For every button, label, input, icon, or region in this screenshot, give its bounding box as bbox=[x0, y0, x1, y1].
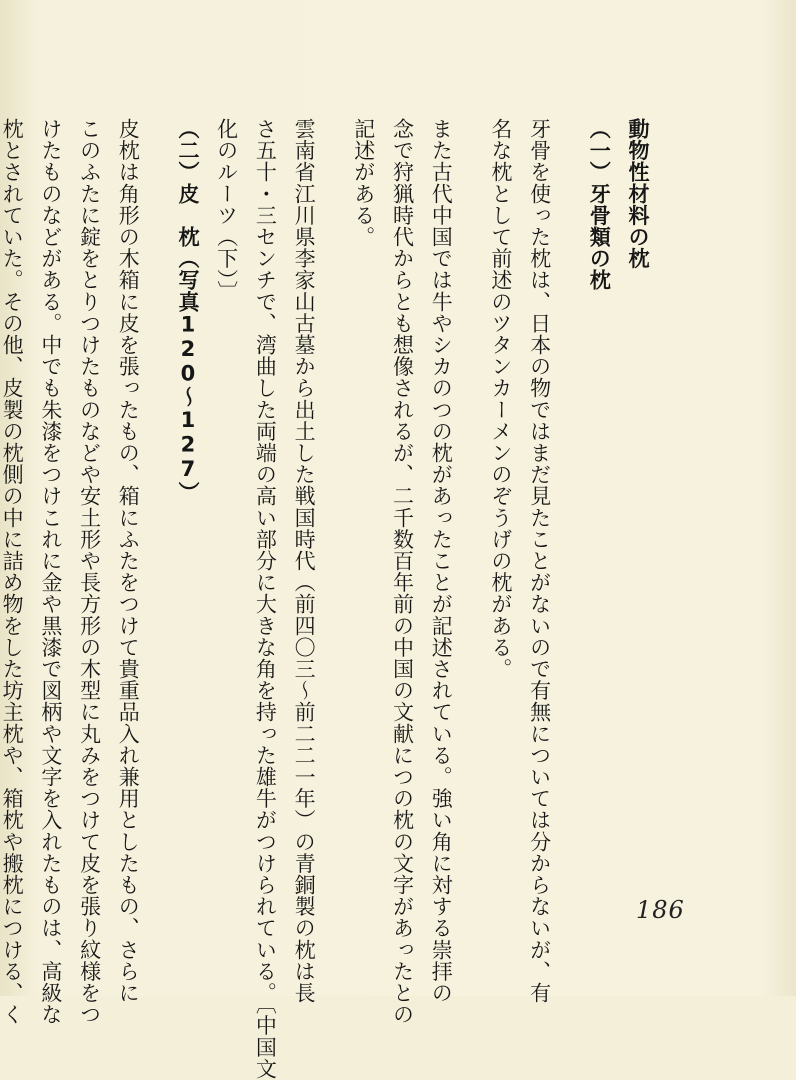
paragraph-line: このふたに錠をとりつけたものなどや安土形や長方形の木型に丸みをつけて皮を張り紋様をつ bbox=[77, 118, 102, 1026]
paragraph-line: 枕とされていた。その他、皮製の枕側の中に詰め物をした坊主枕や、箱枕や搬枕につける、く bbox=[0, 118, 25, 1026]
paragraph-line: また古代中国では牛やシカのつの枕があったことが記述されている。強い角に対する崇拝の bbox=[429, 118, 454, 1004]
paragraph-line: 牙骨を使った枕は、日本の物ではまだ見たことがないので有無については分からないが、有 bbox=[527, 118, 552, 1004]
subsection-heading-1: （一）牙骨類の枕 bbox=[587, 118, 612, 291]
paragraph-line: 念で狩猟時代からとも想像されるが、二千数百年前の中国の文献につの枕の文字があったとの bbox=[390, 118, 415, 1026]
section-title: 動物性材料の枕 bbox=[626, 118, 650, 270]
paragraph-line: 名な枕として前述のツタンカーメンのぞうげの枕がある。 bbox=[488, 118, 513, 680]
paragraph-line: 雲南省江川県李家山古墓から出土した戦国時代（前四〇三〜前二二一年）の青銅製の枕は長 bbox=[292, 118, 317, 1004]
paragraph-line: 記述がある。 bbox=[351, 118, 376, 248]
paragraph-line: さ五十・三センチで、湾曲した両端の高い部分に大きな角を持った雄牛がつけられている。〔中国文 bbox=[253, 118, 278, 1080]
subsection-heading-2: （二）皮 枕（写真120〜127） bbox=[175, 118, 200, 504]
paragraph-line: けたものなどがある。中でも朱漆をつけこれに金や黒漆で図柄や文字を入れたものは、高級な bbox=[38, 118, 63, 1026]
page-number: 186 bbox=[636, 896, 685, 924]
paragraph-line: 皮枕は角形の木箱に皮を張ったもの、箱にふたをつけて貴重品入れ兼用としたもの、さらに bbox=[116, 118, 141, 1004]
paragraph-line: 化のルーツ（下）〕 bbox=[214, 118, 239, 302]
